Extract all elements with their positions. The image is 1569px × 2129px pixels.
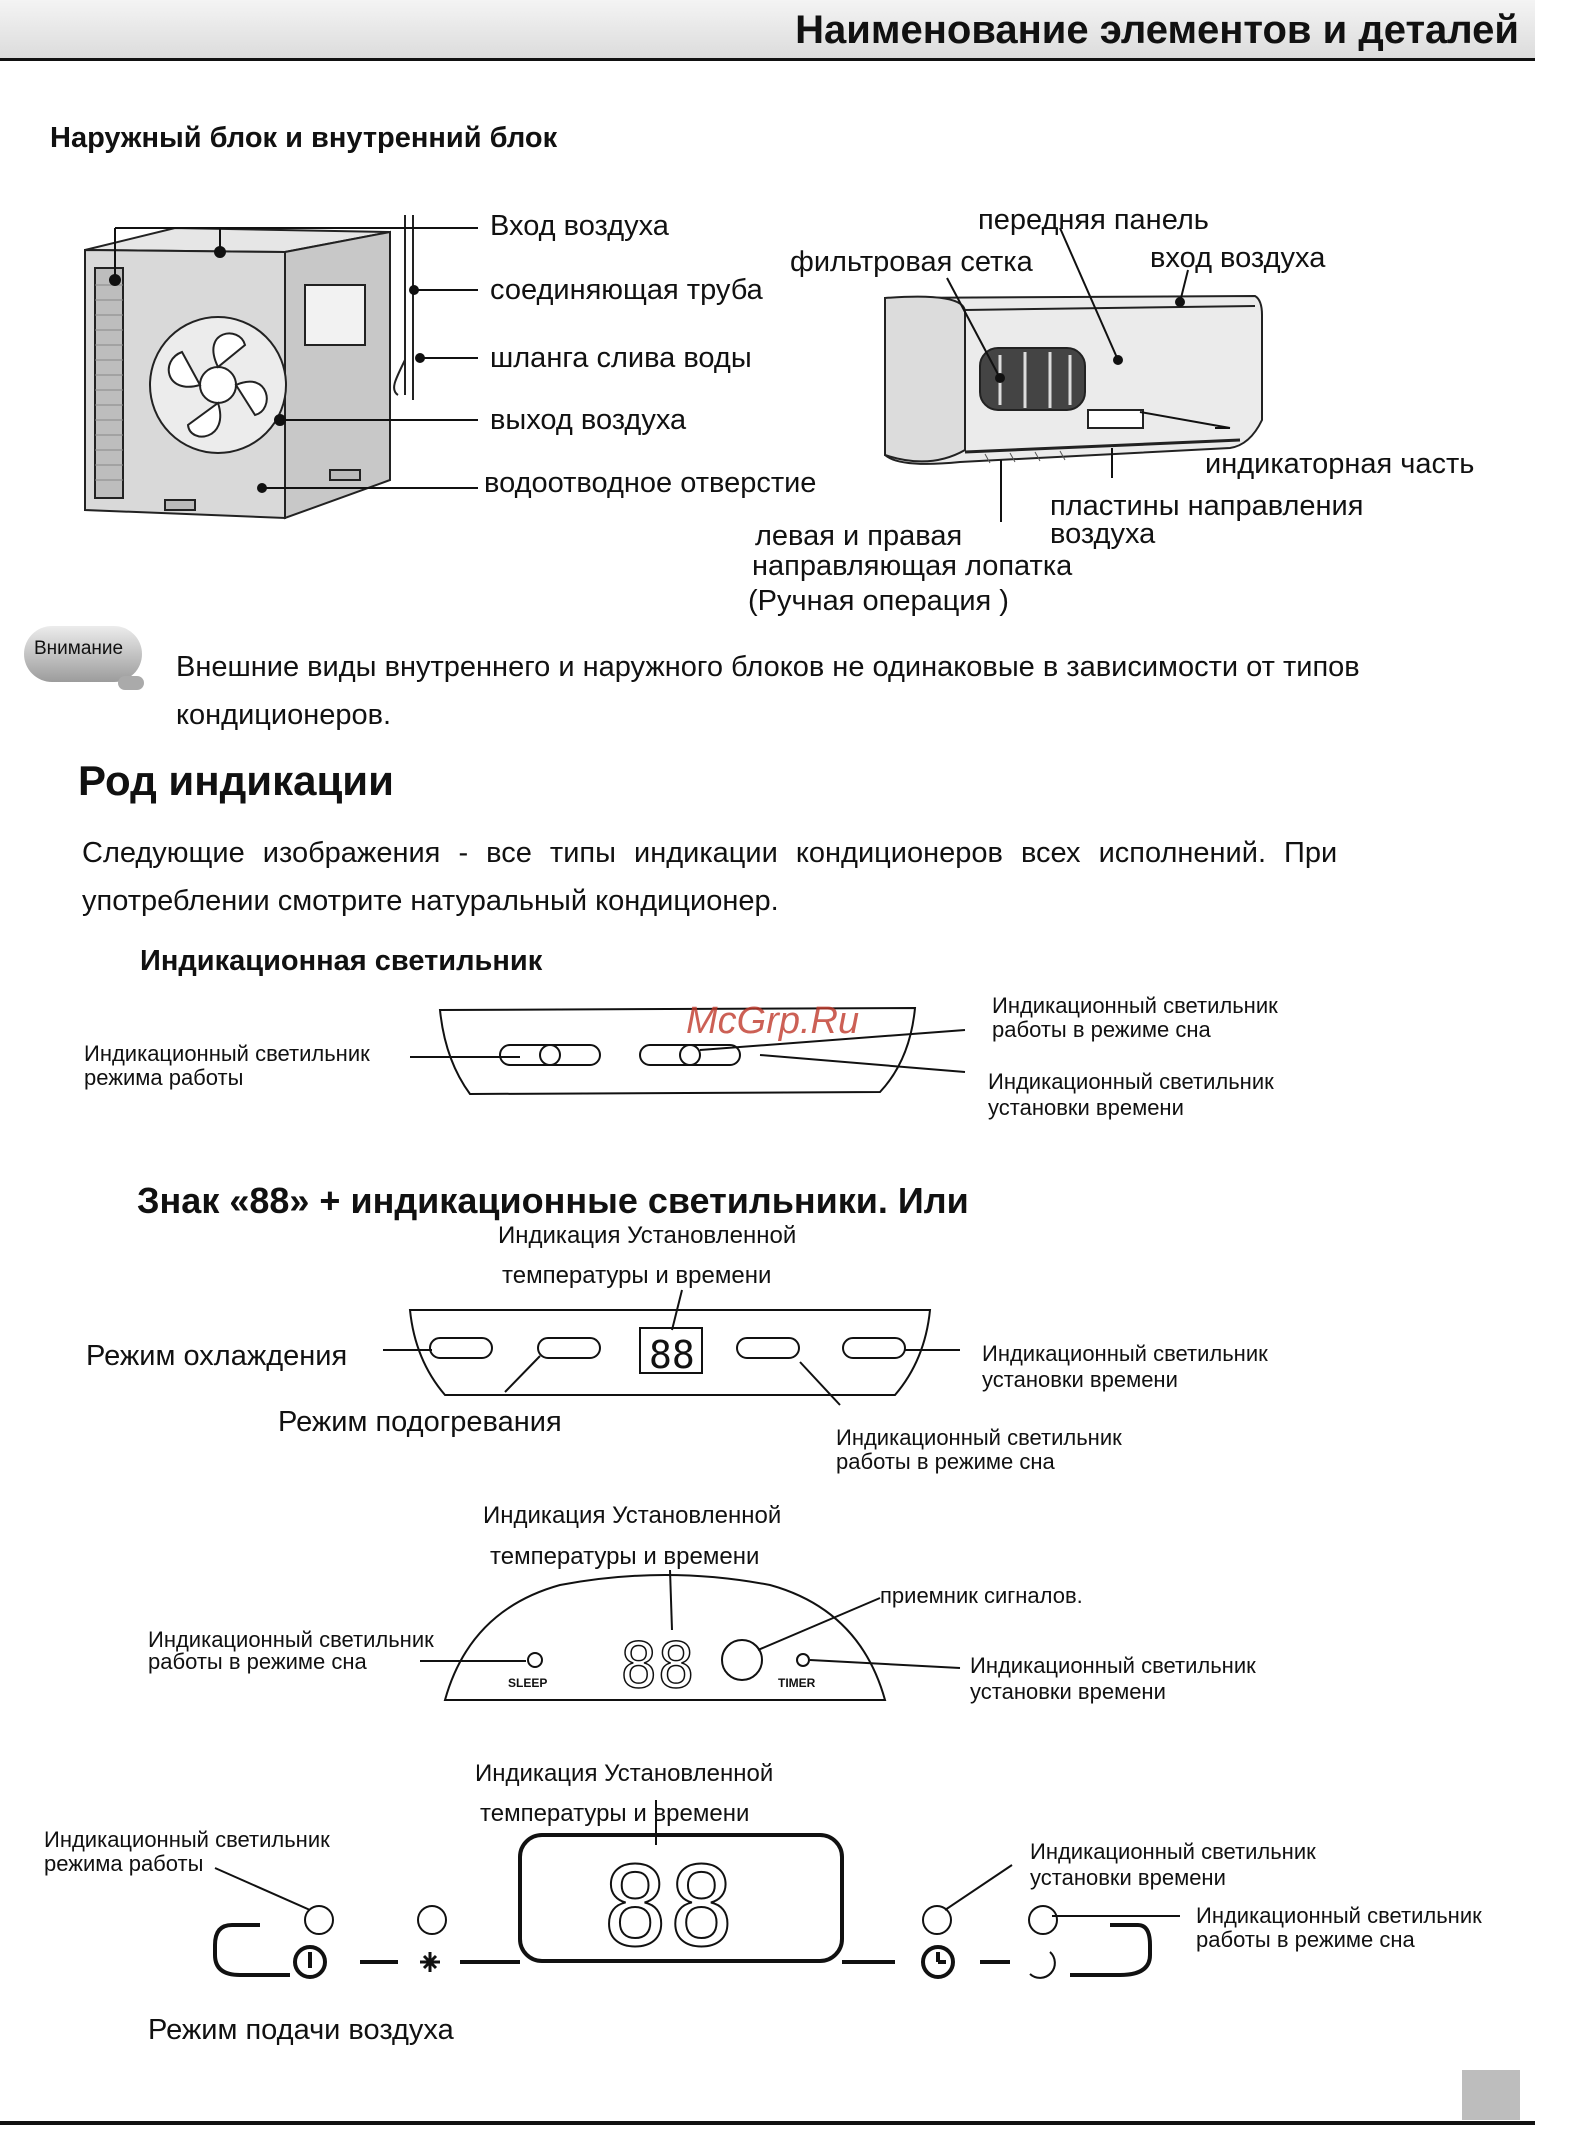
panel-2-timer-label-1: Индикационный светильник: [982, 1341, 1268, 1366]
panel-3-sleep-label-2: работы в режиме сна: [148, 1649, 367, 1674]
panel-2-timer-label-2: установки времени: [982, 1367, 1178, 1392]
panel-3-sleep-label-1: Индикационный светильник: [148, 1627, 434, 1652]
panel-4-timer-label-1: Индикационный светильник: [1030, 1839, 1316, 1864]
panel-1-title: Индикационная светильник: [140, 945, 543, 977]
note-line-1: Внешние виды внутреннего и наружного блоков не одинаковые в зависимости от типов: [176, 651, 1360, 683]
label-indoor-air-inlet: вход воздуха: [1150, 242, 1326, 274]
panel-3-display-label-2: температуры и времени: [490, 1543, 760, 1570]
label-air-inlet: Вход воздуха: [490, 210, 669, 242]
label-connecting-pipe: соединяющая труба: [490, 274, 763, 306]
panel-4-mode-label-2: режима работы: [44, 1851, 204, 1876]
panel-2-digits: 88: [649, 1333, 695, 1377]
note-line-2: кондиционеров.: [176, 699, 392, 731]
units-section-title: Наружный блок и внутренний блок: [50, 122, 558, 154]
panel-1-mode-label-2: режима работы: [84, 1065, 244, 1090]
panel-3-timer-label-2: установки времени: [970, 1679, 1166, 1704]
panel-2-title: Знак «88» + индикационные светильники. Или: [137, 1180, 969, 1221]
panel-2-display-label-1: Индикация Установленной: [498, 1222, 797, 1249]
label-air-outlet: выход воздуха: [490, 404, 687, 436]
panel-2-display-label-2: температуры и времени: [502, 1262, 772, 1289]
page-title: Наименование элементов и деталей: [795, 8, 1519, 52]
panel-3-digits: 88: [620, 1629, 695, 1702]
panel-3-sleep-tag: SLEEP: [508, 1676, 548, 1690]
label-manual-1: левая и правая: [755, 520, 963, 552]
attention-badge-tail: [118, 676, 144, 690]
label-indicator-part: индикаторная часть: [1205, 448, 1475, 480]
label-filter-net: фильтровая сетка: [790, 246, 1033, 278]
panel-1-timer-label-2: установки времени: [988, 1095, 1184, 1120]
panel-2-cool-label: Режим охлаждения: [86, 1340, 348, 1372]
panel-4-sleep-label-1: Индикационный светильник: [1196, 1903, 1482, 1928]
label-drain-hose: шланга слива воды: [490, 342, 752, 374]
label-louvers-2: воздуха: [1050, 518, 1156, 550]
panel-1-timer-label-1: Индикационный светильник: [988, 1069, 1274, 1094]
panel-2-heat-label: Режим подогревания: [278, 1406, 562, 1438]
label-louvers-1: пластины направления: [1050, 490, 1364, 522]
panel-3-display-label-1: Индикация Установленной: [483, 1502, 782, 1529]
indoor-unit-drawing: [885, 296, 1262, 464]
panel-2-sleep-label-1: Индикационный светильник: [836, 1425, 1122, 1450]
panel-4-timer-label-2: установки времени: [1030, 1865, 1226, 1890]
panel-3-timer-label-1: Индикационный светильник: [970, 1653, 1256, 1678]
label-front-panel: передняя панель: [978, 204, 1209, 236]
footer-rule: [0, 2121, 1535, 2125]
label-manual-2: направляющая лопатка: [752, 550, 1073, 582]
panel-1-sleep-label-2: работы в режиме сна: [992, 1017, 1211, 1042]
panel-4-display-label-2: температуры и времени: [480, 1800, 750, 1827]
outdoor-unit-drawing: [85, 215, 413, 518]
panel-4-display-label-1: Индикация Установленной: [475, 1760, 774, 1787]
page-number-box: [1462, 2070, 1520, 2120]
panel-3-timer-tag: TIMER: [778, 1676, 816, 1690]
panel-4-digits: 88: [602, 1843, 735, 1971]
display-section-title: Род индикации: [78, 757, 394, 804]
label-manual-3: (Ручная операция ): [748, 585, 1009, 617]
panel-4-sleep-label-2: работы в режиме сна: [1196, 1927, 1415, 1952]
watermark: McGrp.Ru: [686, 1000, 860, 1042]
panel-1-sleep-label-1: Индикационный светильник: [992, 993, 1278, 1018]
display-para-2: употреблении смотрите натуральный кондиционер.: [82, 885, 779, 917]
attention-badge-text: Внимание: [34, 638, 124, 659]
panel-4-fan-label: Режим подачи воздуха: [148, 2014, 454, 2046]
label-drain-hole: водоотводное отверстие: [484, 467, 817, 499]
panel-2-sleep-label-2: работы в режиме сна: [836, 1449, 1055, 1474]
panel-3-receiver-label: приемник сигналов.: [880, 1583, 1083, 1608]
display-para-1: Следующие изображения - все типы индикации кондиционеров всех исполнений. При: [82, 837, 1338, 869]
panel-4-mode-label-1: Индикационный светильник: [44, 1827, 330, 1852]
panel-1-mode-label-1: Индикационный светильник: [84, 1041, 370, 1066]
